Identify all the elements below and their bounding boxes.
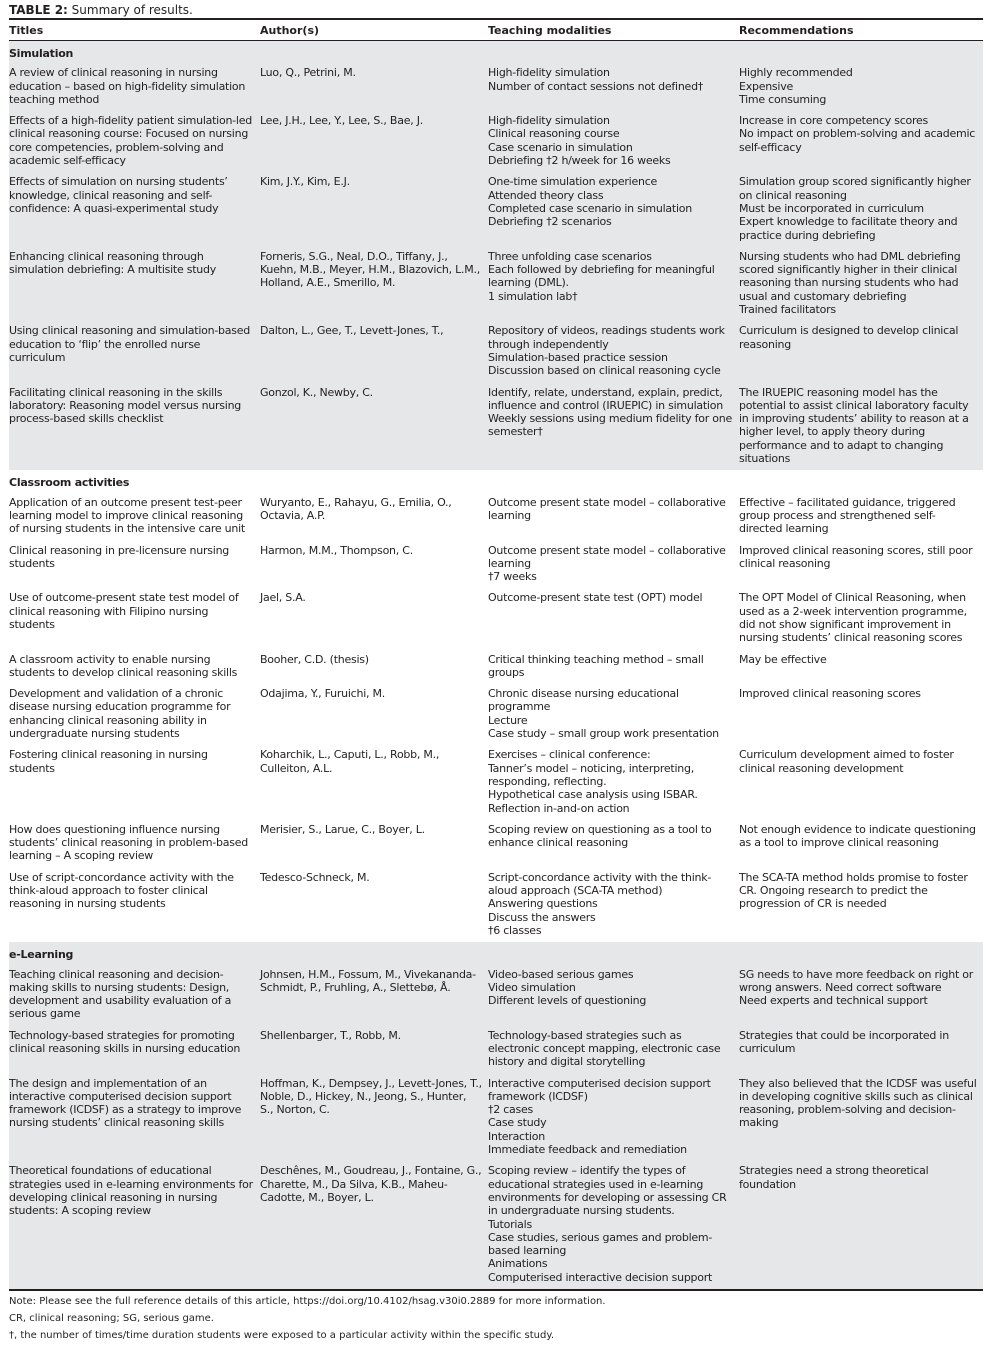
recommendation-line: The OPT Model of Clinical Reasoning, when used as a 2-week intervention programme, did not show significant improvement in nursing students’ clinical reasoning scores xyxy=(739,591,967,645)
note-abbreviations: CR, clinical reasoning; SG, serious game. xyxy=(9,1313,214,1325)
results-table-figure xyxy=(9,3,983,1344)
modality-line: Repository of videos, readings students work through independently xyxy=(488,324,725,351)
section-e-learning xyxy=(9,942,983,1290)
modality-line: †7 weeks xyxy=(488,570,537,584)
modality-line: Scoping review – identify the types of educational strategies used in e-learning environments for developing or assessing CR in undergraduate nursing students. xyxy=(488,1164,727,1218)
recommendation-line: Not enough evidence to indicate questioning as a tool to improve clinical reasoning xyxy=(739,822,976,850)
recommendation-line: The SCA-TA method holds promise to foster CR. Ongoing research to predict the progression of CR is needed xyxy=(739,870,968,911)
section-classroom-activities xyxy=(9,470,983,942)
cell-modalities xyxy=(488,1161,739,1290)
recommendation-line: Strategies that could be incorporated in curriculum xyxy=(739,1028,949,1055)
table-row xyxy=(9,321,983,382)
cell-title: Use of outcome-present state test model of clinical reasoning with Filipino nursing students xyxy=(9,588,260,649)
header-authors: Author(s) xyxy=(260,19,488,41)
recommendation-line: Simulation group scored significantly higher on clinical reasoning xyxy=(739,175,971,202)
cell-title: The design and implementation of an interactive computerised decision support framework (ICDSF) as a strategy to improve nursing students’ clinical reasoning skills xyxy=(9,1074,260,1162)
recommendation-line: The IRUEPIC reasoning model has the potential to assist clinical laboratory faculty in improving students’ ability to reason at a higher level, to apply theory during performance and to adapt to changing situations xyxy=(739,385,969,466)
modality-line: †6 classes xyxy=(488,923,542,937)
table-row xyxy=(9,588,983,649)
cell-modalities xyxy=(488,868,739,942)
modality-line: Case study – small group work presentation xyxy=(488,727,719,741)
modality-line: Three unfolding case scenarios xyxy=(488,249,652,263)
modality-line: Answering questions xyxy=(488,897,598,911)
section-simulation xyxy=(9,41,983,471)
cell-title: Enhancing clinical reasoning through simulation debriefing: A multisite study xyxy=(9,247,260,321)
table-row xyxy=(9,684,983,745)
cell-authors: Jael, S.A. xyxy=(260,588,488,649)
cell-modalities xyxy=(488,111,739,172)
modality-line: Clinical reasoning course xyxy=(488,127,620,141)
table-row xyxy=(9,745,983,819)
modality-line: High-fidelity simulation xyxy=(488,66,610,80)
cell-recommendations xyxy=(739,111,983,172)
cell-recommendations xyxy=(739,383,983,471)
cell-modalities xyxy=(488,383,739,471)
table-row xyxy=(9,1161,983,1290)
modality-line: Case studies, serious games and problem-based learning xyxy=(488,1230,713,1258)
cell-authors: Harmon, M.M., Thompson, C. xyxy=(260,541,488,589)
cell-recommendations xyxy=(739,541,983,589)
cell-modalities xyxy=(488,247,739,321)
cell-authors: Luo, Q., Petrini, M. xyxy=(260,63,488,111)
cell-title: Fostering clinical reasoning in nursing students xyxy=(9,745,260,819)
cell-authors: Dalton, L., Gee, T., Levett-Jones, T., xyxy=(260,321,488,382)
cell-modalities xyxy=(488,588,739,649)
modality-line: Simulation-based practice session xyxy=(488,350,668,364)
modality-line: Interaction xyxy=(488,1129,545,1143)
cell-title: A review of clinical reasoning in nursing education – based on high-fidelity simulation teaching method xyxy=(9,63,260,111)
cell-modalities xyxy=(488,965,739,1026)
table-row xyxy=(9,172,983,246)
recommendation-line: Need experts and technical support xyxy=(739,994,928,1008)
cell-title: Use of script-concordance activity with the think-aloud approach to foster clinical reasoning in nursing students xyxy=(9,868,260,942)
modality-line: Outcome-present state test (OPT) model xyxy=(488,591,703,605)
recommendation-line: They also believed that the ICDSF was useful in developing cognitive skills such as clinical reasoning, problem-solving and decision-making xyxy=(739,1076,977,1130)
table-row xyxy=(9,493,983,541)
table-row xyxy=(9,383,983,471)
recommendation-line: May be effective xyxy=(739,652,827,666)
table-caption xyxy=(9,3,983,18)
cell-recommendations xyxy=(739,493,983,541)
modality-line: Case study xyxy=(488,1116,547,1130)
modality-line: Weekly sessions using medium fidelity for one semester† xyxy=(488,412,733,439)
modality-line: Case scenario in simulation xyxy=(488,140,633,154)
cell-title: A classroom activity to enable nursing students to develop clinical reasoning skills xyxy=(9,650,260,685)
cell-title: Effects of simulation on nursing students’ knowledge, clinical reasoning and self-confidence: A quasi-experimental study xyxy=(9,172,260,246)
header-modalities: Teaching modalities xyxy=(488,19,739,41)
recommendation-line: Expensive xyxy=(739,79,793,93)
cell-modalities xyxy=(488,650,739,685)
modality-line: Reflection in-and-on action xyxy=(488,801,630,815)
table-row xyxy=(9,111,983,172)
modality-line: Computerised interactive decision support xyxy=(488,1270,713,1284)
modality-line: High-fidelity simulation xyxy=(488,114,610,128)
cell-recommendations xyxy=(739,1161,983,1290)
header-row xyxy=(9,19,983,41)
table-row xyxy=(9,541,983,589)
section-header-row xyxy=(9,470,983,492)
cell-modalities xyxy=(488,1026,739,1074)
caption-label: TABLE 2: xyxy=(9,3,68,17)
modality-line: Each followed by debriefing for meaningful learning (DML). xyxy=(488,263,715,290)
recommendation-line: Curriculum development aimed to foster clinical reasoning development xyxy=(739,748,954,775)
modality-line: Outcome present state model – collaborative learning xyxy=(488,495,726,522)
cell-authors: Lee, J.H., Lee, Y., Lee, S., Bae, J. xyxy=(260,111,488,172)
modality-line: Attended theory class xyxy=(488,188,604,202)
table-row xyxy=(9,1074,983,1162)
cell-authors: Wuryanto, E., Rahayu, G., Emilia, O., Octavia, A.P. xyxy=(260,493,488,541)
recommendation-line: Curriculum is designed to develop clinical reasoning xyxy=(739,324,959,351)
cell-authors: Booher, C.D. (thesis) xyxy=(260,650,488,685)
cell-modalities xyxy=(488,541,739,589)
modality-line: Discuss the answers xyxy=(488,910,596,924)
cell-authors: Shellenbarger, T., Robb, M. xyxy=(260,1026,488,1074)
note-dagger: †, the number of times/time duration students were exposed to a particular activity within the specific study. xyxy=(9,1330,555,1342)
section-header-row xyxy=(9,942,983,964)
cell-recommendations xyxy=(739,1026,983,1074)
cell-title: Application of an outcome present test-peer learning model to improve clinical reasoning of nursing students in the intensive care unit xyxy=(9,493,260,541)
cell-authors: Tedesco-Schneck, M. xyxy=(260,868,488,942)
cell-authors: Hoffman, K., Dempsey, J., Levett-Jones, T., Noble, D., Hickey, N., Jeong, S., Hunter, S., Norton, C. xyxy=(260,1074,488,1162)
cell-authors: Deschênes, M., Goudreau, J., Fontaine, G., Charette, M., Da Silva, K.B., Maheu-Cadotte, M., Boyer, L. xyxy=(260,1161,488,1290)
modality-line: Video-based serious games xyxy=(488,967,634,981)
cell-modalities xyxy=(488,63,739,111)
modality-line: Tanner’s model – noticing, interpreting, responding, reflecting. xyxy=(488,761,694,788)
modality-line: Script-concordance activity with the think-aloud approach (SCA-TA method) xyxy=(488,870,712,898)
modality-line: Scoping review on questioning as a tool to enhance clinical reasoning xyxy=(488,822,712,850)
cell-title: Effects of a high-fidelity patient simulation-led clinical reasoning course: Focused on nursing core competencies, problem-solving and academic self-efficacy xyxy=(9,111,260,172)
recommendation-line: Strategies need a strong theoretical foundation xyxy=(739,1164,929,1191)
recommendation-line: Improved clinical reasoning scores, still poor clinical reasoning xyxy=(739,543,973,570)
cell-modalities xyxy=(488,684,739,745)
cell-modalities xyxy=(488,321,739,382)
recommendation-line: Increase in core competency scores xyxy=(739,114,929,128)
recommendation-line: Improved clinical reasoning scores xyxy=(739,687,921,701)
recommendation-line: Must be incorporated in curriculum xyxy=(739,201,924,215)
cell-authors: Forneris, S.G., Neal, D.O., Tiffany, J., Kuehn, M.B., Meyer, H.M., Blazovich, L.M., Holland, A.E., Smerillo, M. xyxy=(260,247,488,321)
cell-title: Theoretical foundations of educational strategies used in e-learning environments for developing clinical reasoning in nursing students: A scoping review xyxy=(9,1161,260,1290)
section-header-row xyxy=(9,41,983,64)
modality-line: Technology-based strategies such as electronic concept mapping, electronic case history and digital storytelling xyxy=(488,1028,721,1069)
recommendation-line: No impact on problem-solving and academic self-efficacy xyxy=(739,127,976,154)
table-row xyxy=(9,1026,983,1074)
table-row xyxy=(9,247,983,321)
cell-title: Teaching clinical reasoning and decision-making skills to nursing students: Design, development and usability evaluation of a serious game xyxy=(9,965,260,1026)
recommendation-line: Nursing students who had DML debriefing scored significantly higher in their clinical reasoning than nursing students who had usual and customary debriefing xyxy=(739,249,961,303)
section-title: e-Learning xyxy=(9,942,983,964)
cell-authors: Koharchik, L., Caputi, L., Robb, M., Culleiton, A.L. xyxy=(260,745,488,819)
cell-authors: Merisier, S., Larue, C., Boyer, L. xyxy=(260,820,488,868)
table-row xyxy=(9,868,983,942)
caption-text: Summary of results. xyxy=(67,3,193,17)
modality-line: Chronic disease nursing educational programme xyxy=(488,687,679,714)
cell-modalities xyxy=(488,745,739,819)
modality-line: Exercises – clinical conference: xyxy=(488,748,651,762)
header-recommendations: Recommendations xyxy=(739,19,983,41)
cell-recommendations xyxy=(739,965,983,1026)
cell-title: Using clinical reasoning and simulation-based education to ‘flip’ the enrolled nurse curriculum xyxy=(9,321,260,382)
recommendation-line: Highly recommended xyxy=(739,66,853,80)
cell-recommendations xyxy=(739,1074,983,1162)
cell-recommendations xyxy=(739,684,983,745)
modality-line: Animations xyxy=(488,1257,548,1271)
header-titles: Titles xyxy=(9,19,260,41)
cell-modalities xyxy=(488,172,739,246)
modality-line: Debriefing †2 h/week for 16 weeks xyxy=(488,154,671,168)
cell-modalities xyxy=(488,493,739,541)
cell-recommendations xyxy=(739,868,983,942)
modality-line: Video simulation xyxy=(488,980,576,994)
section-title: Simulation xyxy=(9,41,983,64)
recommendation-line: Trained facilitators xyxy=(739,303,836,317)
cell-title: Technology-based strategies for promoting clinical reasoning skills in nursing education xyxy=(9,1026,260,1074)
cell-recommendations xyxy=(739,172,983,246)
cell-authors: Odajima, Y., Furuichi, M. xyxy=(260,684,488,745)
modality-line: Tutorials xyxy=(488,1217,532,1231)
cell-title: Facilitating clinical reasoning in the skills laboratory: Reasoning model versus nursing process-based skills checklist xyxy=(9,383,260,471)
cell-recommendations xyxy=(739,63,983,111)
modality-line: Lecture xyxy=(488,713,528,727)
recommendation-line: SG needs to have more feedback on right or wrong answers. Need correct software xyxy=(739,967,974,994)
modality-line: Number of contact sessions not defined† xyxy=(488,79,704,93)
modality-line: Hypothetical case analysis using ISBAR. xyxy=(488,788,698,802)
modality-line: One-time simulation experience xyxy=(488,175,658,189)
modality-line: Completed case scenario in simulation xyxy=(488,201,692,215)
modality-line: Different levels of questioning xyxy=(488,994,647,1008)
cell-recommendations xyxy=(739,247,983,321)
cell-recommendations xyxy=(739,588,983,649)
section-title: Classroom activities xyxy=(9,470,983,492)
summary-table xyxy=(9,18,983,1291)
modality-line: Identify, relate, understand, explain, predict, influence and control (IRUEPIC) in simulation xyxy=(488,385,723,412)
modality-line: 1 simulation lab† xyxy=(488,289,578,303)
table-row xyxy=(9,63,983,111)
cell-title: Development and validation of a chronic disease nursing education programme for enhancing clinical reasoning ability in undergraduate nursing students xyxy=(9,684,260,745)
recommendation-line: Time consuming xyxy=(739,92,827,106)
modality-line: Interactive computerised decision support framework (ICDSF) xyxy=(488,1076,711,1103)
table-row xyxy=(9,820,983,868)
cell-recommendations xyxy=(739,745,983,819)
cell-modalities xyxy=(488,1074,739,1162)
cell-authors: Gonzol, K., Newby, C. xyxy=(260,383,488,471)
recommendation-line: Expert knowledge to facilitate theory and practice during debriefing xyxy=(739,215,958,242)
cell-recommendations xyxy=(739,820,983,868)
cell-title: How does questioning influence nursing students’ clinical reasoning in problem-based learning – A scoping review xyxy=(9,820,260,868)
cell-title: Clinical reasoning in pre-licensure nursing students xyxy=(9,541,260,589)
cell-authors: Kim, J.Y., Kim, E.J. xyxy=(260,172,488,246)
cell-recommendations xyxy=(739,321,983,382)
modality-line: Discussion based on clinical reasoning cycle xyxy=(488,364,721,378)
cell-authors: Johnsen, H.M., Fossum, M., Vivekananda-Schmidt, P., Fruhling, A., Slettebø, Å. xyxy=(260,965,488,1026)
recommendation-line: Effective – facilitated guidance, triggered group process and strengthened self-directed learning xyxy=(739,495,956,536)
modality-line: Immediate feedback and remediation xyxy=(488,1143,687,1157)
table-notes xyxy=(9,1293,983,1344)
note-reference: Note: Please see the full reference details of this article, https://doi.org/10.4102/hsag.v30i0.2889 for more information. xyxy=(9,1296,606,1308)
table-row xyxy=(9,965,983,1026)
modality-line: Outcome present state model – collaborative learning xyxy=(488,543,726,570)
cell-modalities xyxy=(488,820,739,868)
modality-line: †2 cases xyxy=(488,1103,534,1117)
cell-recommendations xyxy=(739,650,983,685)
modality-line: Debriefing †2 scenarios xyxy=(488,215,612,229)
table-row xyxy=(9,650,983,685)
modality-line: Critical thinking teaching method – small groups xyxy=(488,652,704,679)
